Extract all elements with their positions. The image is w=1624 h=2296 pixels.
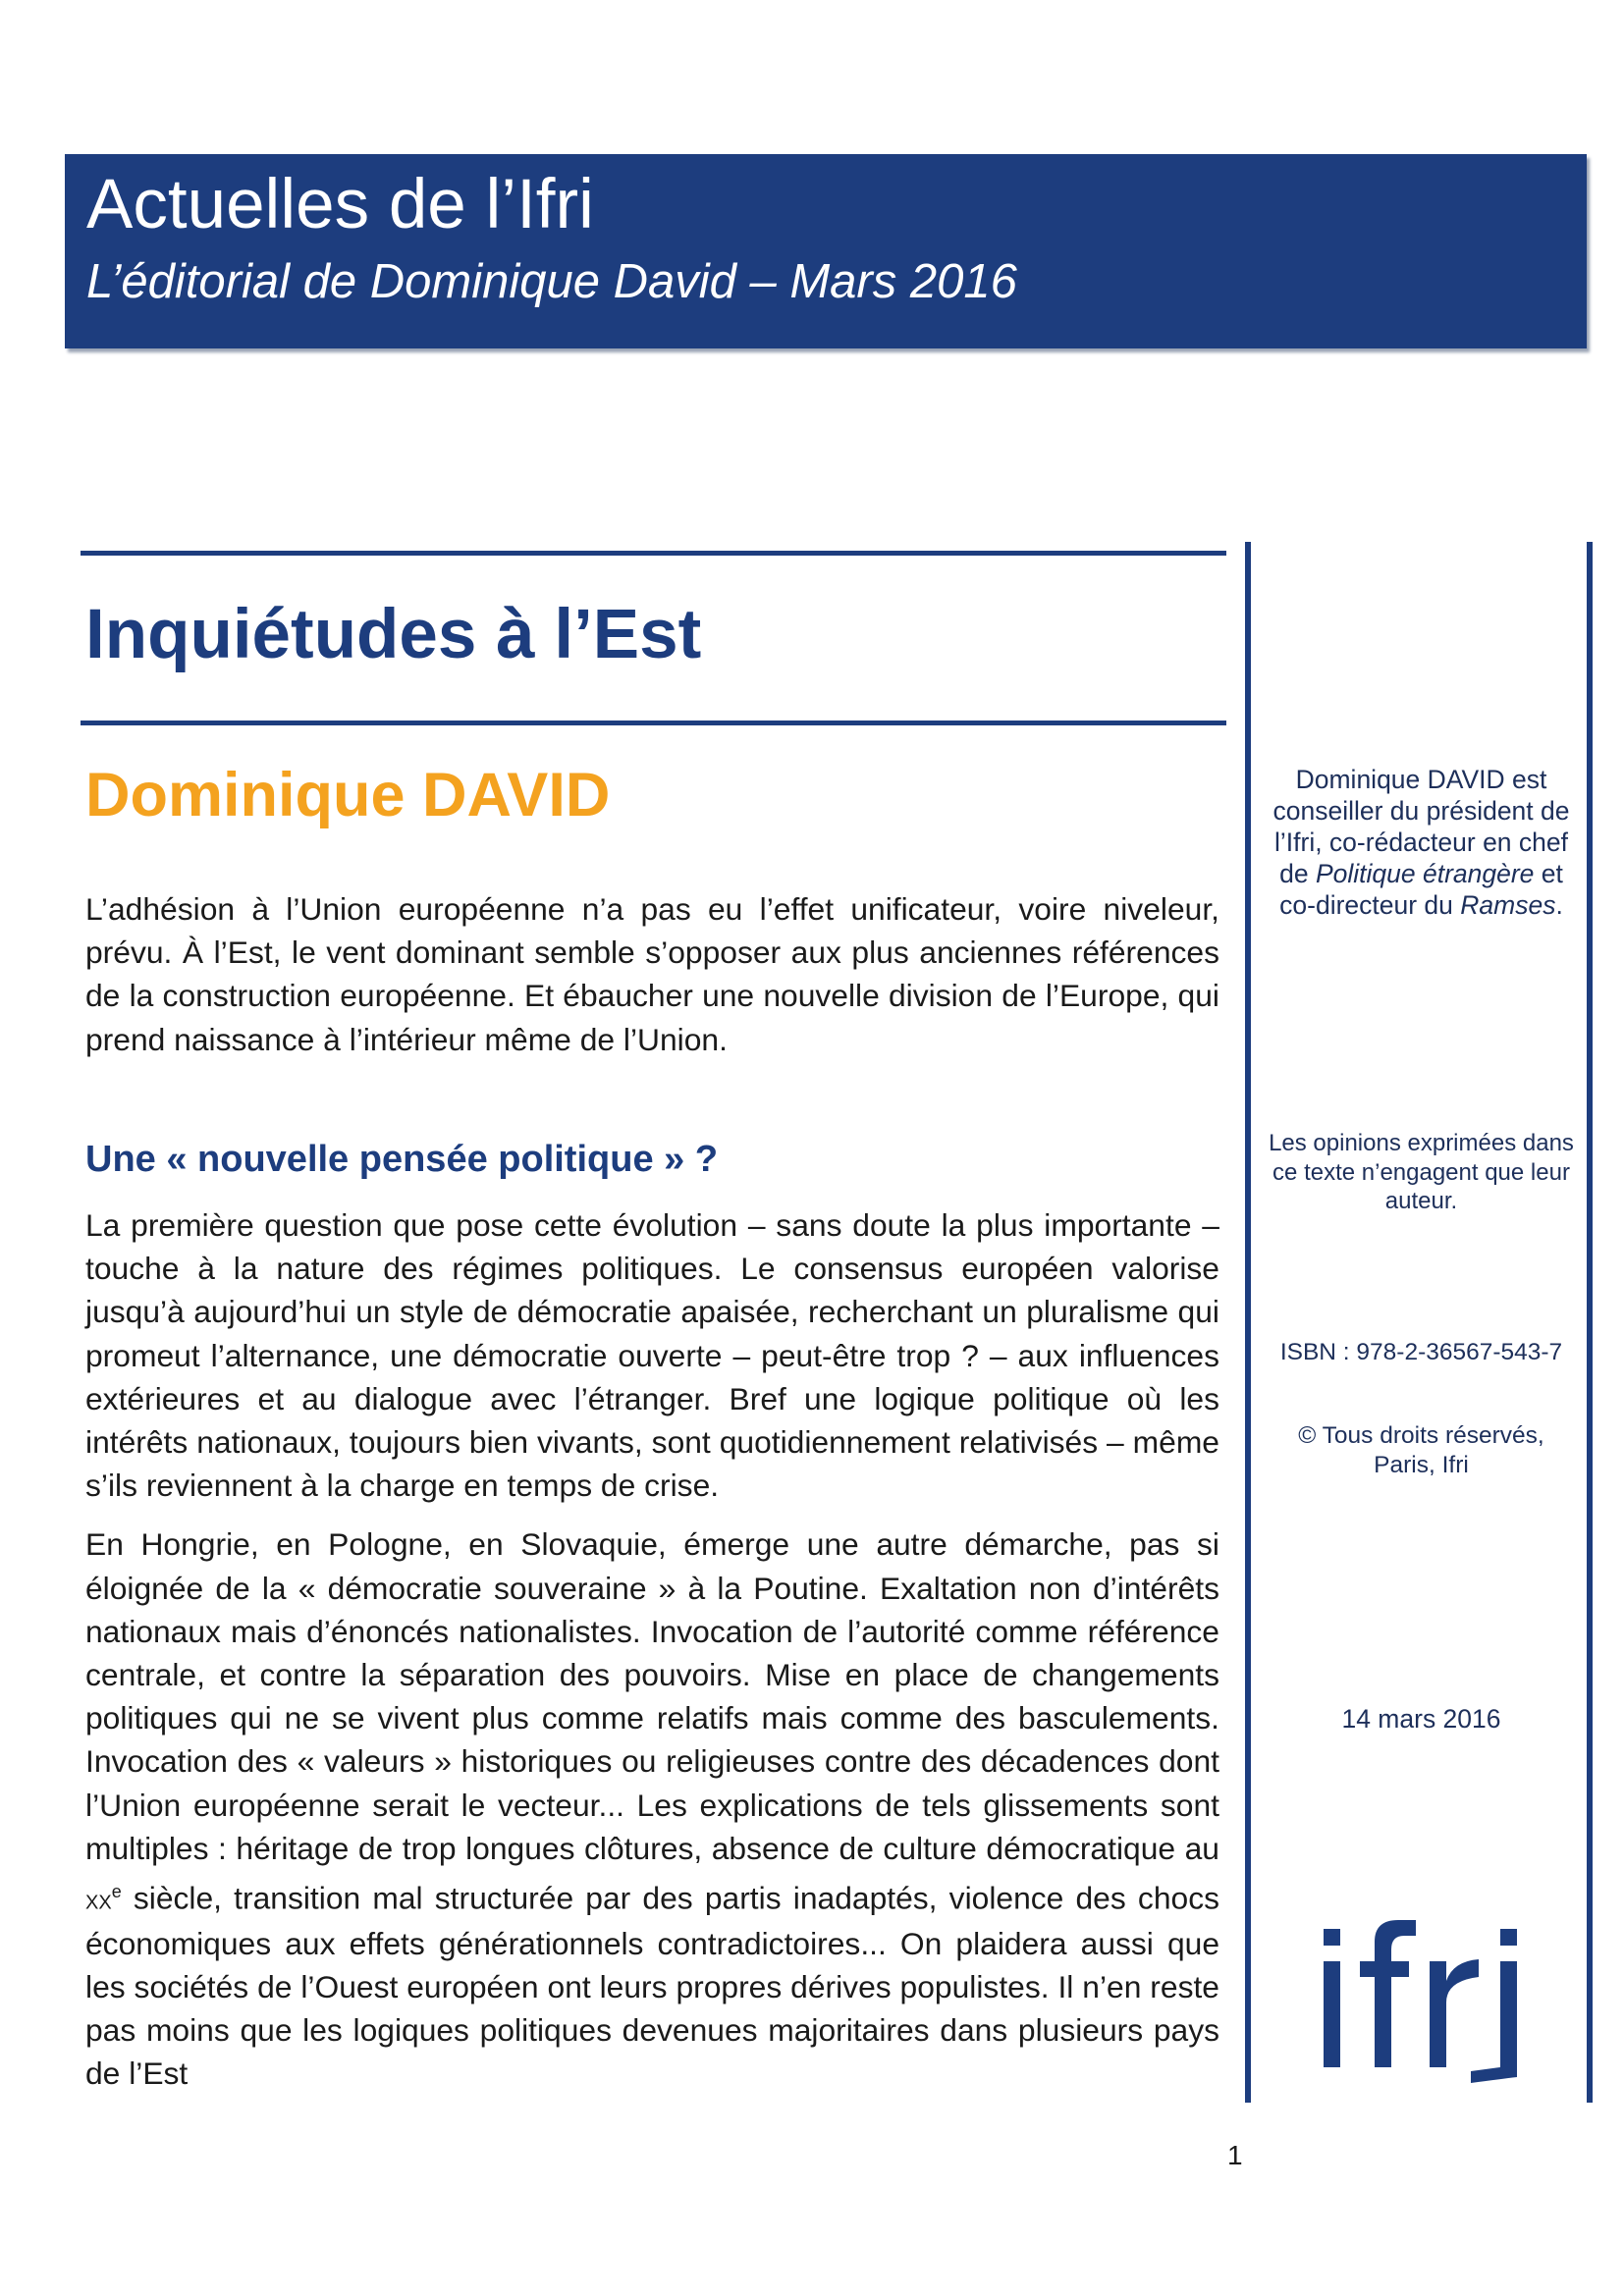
bio-text-2: et co-directeur du — [1279, 859, 1563, 920]
ifri-logo — [1324, 1912, 1525, 2113]
section-heading: Une « nouvelle pensée politique » ? — [85, 1139, 719, 1180]
publication-subtitle: L’éditorial de Dominique David – Mars 2016 — [86, 255, 1017, 308]
publication-date: 14 mars 2016 — [1341, 1704, 1501, 1734]
body-paragraph-1: La première question que pose cette évolution – sans doute la plus importante – touche à la nature des régimes politiques. Le consensus européen valorise jusqu’à aujourd’hui un style de démocratie apaisée, recherchant un pluralisme qui promeut l’alternance, une démocratie ouverte – peut-être trop ? – aux influences extérieures et au dialogue avec l’étranger. Bref une logique politique où les intérêts nationaux, toujours bien vivants, sont quotidiennement relativisés – même s’ils reviennent à la charge en temps de crise. — [85, 1207, 1219, 1504]
paragraph-2-part-b: siècle, transition mal structurée par des partis inadaptés, violence des chocs économiques aux effets générationnels contradictoires... On plaidera aussi que les sociétés de l’Ouest européen ont leurs propres dérives populistes. Il n’en reste pas moins que les logiques politiques devenues majoritaires dans plusieurs pays de l’Est — [85, 1880, 1219, 2092]
intro-block — [85, 887, 1219, 1061]
title-bottom-rule — [81, 721, 1226, 725]
title-top-rule — [81, 551, 1226, 556]
author-name: Dominique DAVID — [85, 761, 611, 829]
body-paragraph-2 — [85, 1522, 1219, 2095]
bio-journal-name: Politique étrangère — [1315, 859, 1535, 888]
article-title: Inquiétudes à l’Est — [85, 596, 702, 673]
body-text — [85, 1203, 1219, 2096]
sidebar-right-rule — [1587, 542, 1593, 2103]
bio-yearbook-name: Ramses — [1460, 890, 1556, 920]
bio-text-3: . — [1555, 890, 1563, 920]
century-suffix: e — [111, 1882, 122, 1902]
century-numeral: xx — [85, 1884, 112, 1915]
intro-paragraph: L’adhésion à l’Union européenne n’a pas eu l’effet unificateur, voire niveleur, prévu. À l’Est, le vent dominant semble s’opposer aux plus anciennes références de la construction européenne. Et ébaucher une nouvelle division de l’Europe, qui prend naissance à l’intérieur même de l’Union. — [85, 891, 1219, 1057]
paragraph-2-part-a: En Hongrie, en Pologne, en Slovaquie, émerge une autre démarche, pas si éloignée de la « démocratie souveraine » à la Poutine. Exaltation non d’intérêts nationaux mais d’énoncés nationalistes. Invocation de l’autorité comme référence centrale, et contre la séparation des pouvoirs. Mise en place de changements politiques qui ne se vivent plus comme relatifs mais comme des basculements. Invocation des « valeurs » historiques ou religieuses contre des décadences dont l’Union européenne serait le vecteur... Les explications de tels glissements sont multiples : héritage de trop longues clôtures, absence de culture démocratique au — [85, 1526, 1219, 1866]
bio-text-1: Dominique DAVID est conseiller du président de l’Ifri, co-rédacteur en chef de — [1272, 765, 1570, 888]
header-banner — [65, 154, 1587, 348]
sidebar-left-rule — [1245, 542, 1251, 2103]
publication-title: Actuelles de l’Ifri — [86, 166, 594, 243]
copyright-text: © Tous droits réservés, Paris, Ifri — [1298, 1422, 1544, 1478]
isbn-text: ISBN : 978-2-36567-543-7 — [1279, 1339, 1563, 1365]
disclaimer-text: Les opinions exprimées dans ce texte n’engagent que leur auteur. — [1269, 1130, 1574, 1214]
author-bio — [1267, 764, 1576, 921]
page-number: 1 — [1227, 2140, 1243, 2170]
